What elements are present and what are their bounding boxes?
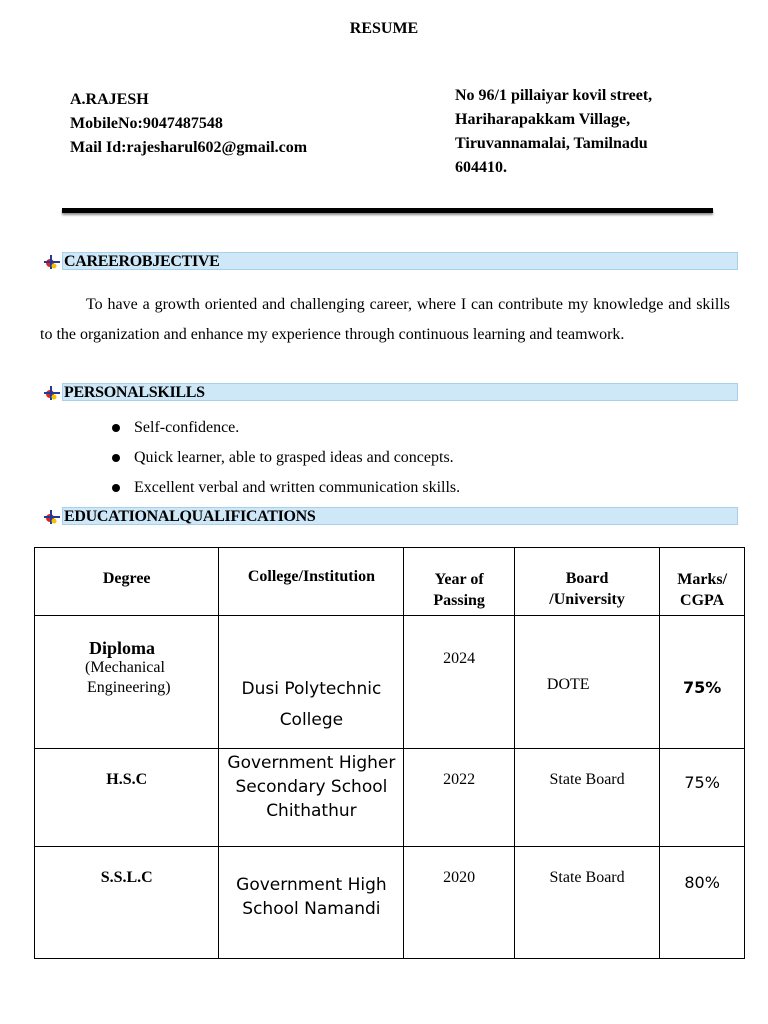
section-title: EDUCATIONALQUALIFICATIONS: [64, 508, 316, 525]
section-bullet-icon: [42, 384, 62, 402]
mobile-number: MobileNo:9047487548: [70, 115, 223, 132]
cell-degree: H.S.C: [35, 749, 219, 847]
header-board: Board /University: [514, 548, 659, 616]
education-table: [34, 547, 745, 959]
email-address: Mail Id:rajesharul602@gmail.com: [70, 139, 308, 156]
table-row: [35, 749, 745, 847]
bullet-icon: [112, 484, 120, 492]
cell-degree: Diploma (Mechanical Engineering): [35, 616, 219, 749]
header-year: Year of Passing: [404, 548, 515, 616]
cell-college: Government High School Namandi: [219, 847, 404, 959]
address-block: [455, 84, 652, 180]
cell-marks: 75%: [660, 749, 745, 847]
section-title: CAREEROBJECTIVE: [64, 253, 220, 270]
list-item: [110, 473, 460, 503]
table-row: [35, 847, 745, 959]
address-line: No 96/1 pillaiyar kovil street,: [455, 87, 653, 104]
skill-text: Self-confidence.: [134, 419, 240, 436]
table-header-row: [35, 548, 745, 616]
address-line: Tiruvannamalai, Tamilnadu: [455, 135, 648, 152]
section-bullet-icon: [42, 253, 62, 271]
section-career-objective: [42, 252, 738, 272]
candidate-name: A.RAJESH: [70, 91, 149, 108]
bullet-icon: [112, 424, 120, 432]
section-title: PERSONALSKILLS: [64, 384, 205, 401]
objective-body: To have a growth oriented and challenging career, where I can contribute my knowledge and skills to the organization and enhance my experience through continuous learning and teamwork.: [40, 296, 730, 343]
section-bullet-icon: [42, 508, 62, 526]
cell-marks: 80%: [660, 847, 745, 959]
cell-college: Government Higher Secondary School Chithathur: [219, 749, 404, 847]
cell-college: Dusi Polytechnic College: [219, 616, 404, 749]
address-line: Hariharapakkam Village,: [455, 111, 631, 128]
cell-marks: 75%: [660, 616, 745, 749]
cell-degree: S.S.L.C: [35, 847, 219, 959]
header-marks: Marks/ CGPA: [660, 548, 745, 616]
header-divider: [62, 208, 713, 213]
cell-board: State Board: [514, 847, 659, 959]
header-degree: Degree: [35, 548, 219, 616]
skills-list: [110, 413, 460, 503]
resume-title: RESUME: [349, 20, 419, 37]
bullet-icon: [112, 454, 120, 462]
skill-text: Excellent verbal and written communication skills.: [134, 479, 461, 496]
table-row: [35, 616, 745, 749]
section-personal-skills: [42, 383, 738, 403]
cell-year: 2024: [404, 616, 515, 749]
objective-text: [40, 290, 730, 350]
address-line: 604410.: [455, 159, 507, 176]
cell-board: DOTE: [514, 616, 659, 749]
section-education: [42, 507, 738, 527]
header-college: College/Institution: [219, 548, 404, 616]
list-item: [110, 443, 460, 473]
cell-year: 2020: [404, 847, 515, 959]
cell-board: State Board: [514, 749, 659, 847]
contact-block: [70, 88, 307, 160]
list-item: [110, 413, 460, 443]
cell-year: 2022: [404, 749, 515, 847]
skill-text: Quick learner, able to grasped ideas and concepts.: [134, 449, 454, 466]
